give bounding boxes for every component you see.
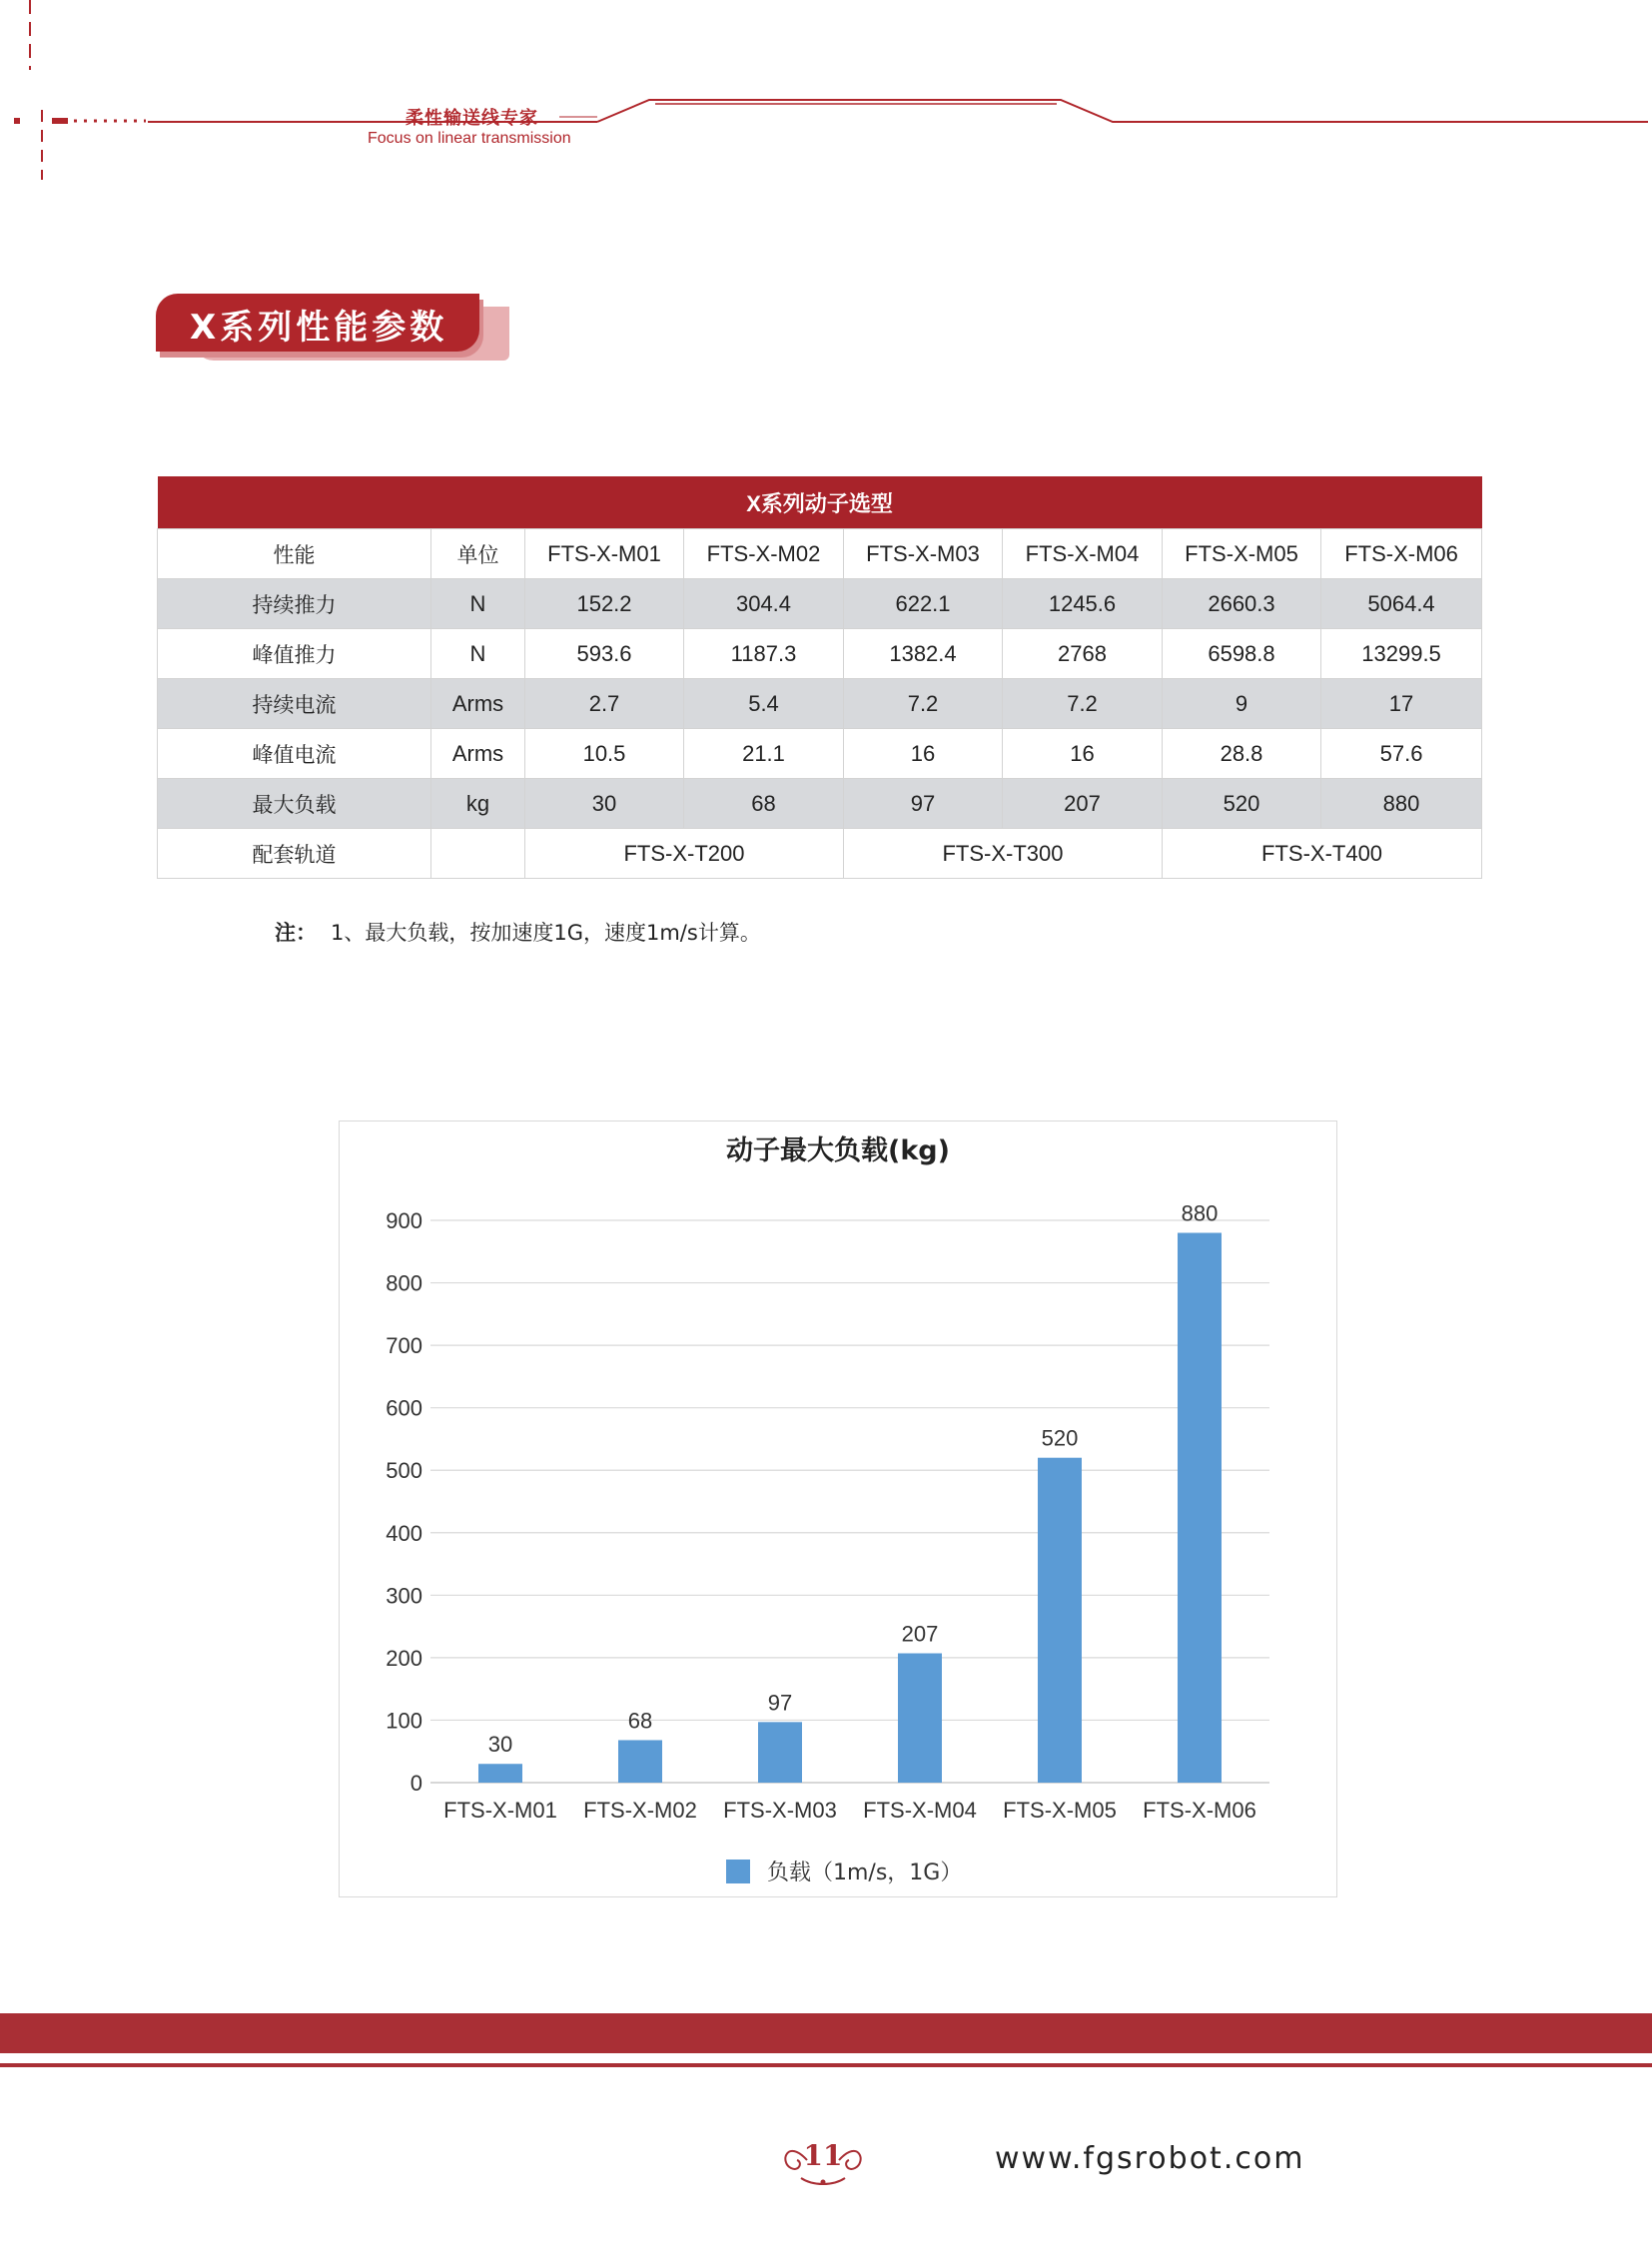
bar [478,1764,522,1783]
bar [1038,1458,1082,1783]
table-cell: 97 [844,779,1003,829]
row-unit [431,829,525,879]
table-cell: 2660.3 [1163,579,1321,629]
row-label: 峰值推力 [158,629,431,679]
row-unit: Arms [431,679,525,729]
brand-slogan-cn: 柔性输送线专家 [406,108,538,129]
y-tick-label: 800 [386,1270,422,1296]
table-cell: 880 [1321,779,1482,829]
table-cell: 6598.8 [1163,629,1321,679]
table-note [275,917,761,947]
data-label: 68 [627,1708,653,1734]
row-unit: N [431,579,525,629]
track-cell: FTS-X-T400 [1163,829,1482,879]
header-cell: 性能 [158,529,431,579]
table-cell: 17 [1321,679,1482,729]
x-tick-label: FTS-X-M01 [443,1798,557,1823]
spec-table [157,476,1482,879]
row-label: 配套轨道 [158,829,431,879]
track-cell: FTS-X-T300 [844,829,1163,879]
table-cell: 57.6 [1321,729,1482,779]
y-tick-label: 0 [410,1771,422,1796]
y-tick-label: 500 [386,1458,422,1484]
table-cell: 207 [1003,779,1163,829]
table-cell: 304.4 [684,579,844,629]
table-cell: 1245.6 [1003,579,1163,629]
row-unit: N [431,629,525,679]
table-cell: 21.1 [684,729,844,779]
table-cell: 1187.3 [684,629,844,679]
bar [898,1654,942,1783]
table-row [158,779,1482,829]
x-tick-label: FTS-X-M06 [1143,1798,1256,1823]
table-header-row [158,529,1482,579]
header-cell: FTS-X-M02 [684,529,844,579]
y-tick-label: 900 [386,1208,422,1233]
bar [758,1722,802,1783]
x-tick-label: FTS-X-M04 [863,1798,977,1823]
data-label: 207 [901,1621,939,1647]
section-title: X系列性能参数 [190,308,448,348]
header-cell: FTS-X-M06 [1321,529,1482,579]
bar-chart [339,1120,1337,1897]
table-cell: 5.4 [684,679,844,729]
note-prefix: 注： [275,921,317,945]
footer-bar [0,2013,1652,2053]
table-cell: 2768 [1003,629,1163,679]
y-tick-label: 400 [386,1520,422,1546]
y-tick-label: 100 [386,1708,422,1734]
row-label: 峰值电流 [158,729,431,779]
table-row [158,579,1482,629]
brand-slogan-en: Focus on linear transmission [368,130,571,147]
table-cell: 152.2 [525,579,684,629]
table-row [158,679,1482,729]
table-row [158,729,1482,779]
table-row [158,629,1482,679]
note-text: 1、最大负载，按加速度1G，速度1m/s计算。 [331,921,761,945]
header-cell: FTS-X-M03 [844,529,1003,579]
table-cell: 68 [684,779,844,829]
header-cell: 单位 [431,529,525,579]
page-number: 11 [803,2139,843,2172]
data-label: 97 [767,1690,793,1716]
table-cell: 28.8 [1163,729,1321,779]
table-cell: 16 [1003,729,1163,779]
header-cell: FTS-X-M01 [525,529,684,579]
header-decoration [0,0,1652,190]
table-cell: 13299.5 [1321,629,1482,679]
data-label: 30 [487,1732,513,1758]
y-tick-label: 300 [386,1583,422,1609]
header-cell: FTS-X-M05 [1163,529,1321,579]
chart-title: 动子最大负载(kg) [726,1135,950,1166]
table-cell: 1382.4 [844,629,1003,679]
table-row-track [158,829,1482,879]
row-label: 持续推力 [158,579,431,629]
row-label: 最大负载 [158,779,431,829]
y-tick-label: 200 [386,1645,422,1671]
x-tick-label: FTS-X-M05 [1003,1798,1117,1823]
table-cell: 7.2 [844,679,1003,729]
table-cell: 593.6 [525,629,684,679]
table-cell: 10.5 [525,729,684,779]
y-tick-label: 700 [386,1333,422,1359]
table-caption: X系列动子选型 [158,476,1482,529]
table-cell: 520 [1163,779,1321,829]
track-cell: FTS-X-T200 [525,829,844,879]
bar [1178,1233,1222,1783]
data-label: 880 [1181,1200,1219,1226]
table-cell: 16 [844,729,1003,779]
table-cell: 7.2 [1003,679,1163,729]
bar [618,1740,662,1783]
table-cell: 2.7 [525,679,684,729]
table-cell: 30 [525,779,684,829]
x-tick-label: FTS-X-M02 [583,1798,697,1823]
row-label: 持续电流 [158,679,431,729]
x-tick-label: FTS-X-M03 [723,1798,837,1823]
table-cell: 622.1 [844,579,1003,629]
row-unit: Arms [431,729,525,779]
data-label: 520 [1041,1425,1079,1451]
y-tick-label: 600 [386,1395,422,1421]
header-cell: FTS-X-M04 [1003,529,1163,579]
table-cell: 9 [1163,679,1321,729]
footer-line [0,2063,1652,2067]
table-cell: 5064.4 [1321,579,1482,629]
legend-label: 负载（1m/s，1G） [767,1861,963,1885]
legend-swatch [726,1860,750,1883]
row-unit: kg [431,779,525,829]
website-url: www.fgsrobot.com [995,2141,1305,2176]
table-caption-row [158,476,1482,529]
